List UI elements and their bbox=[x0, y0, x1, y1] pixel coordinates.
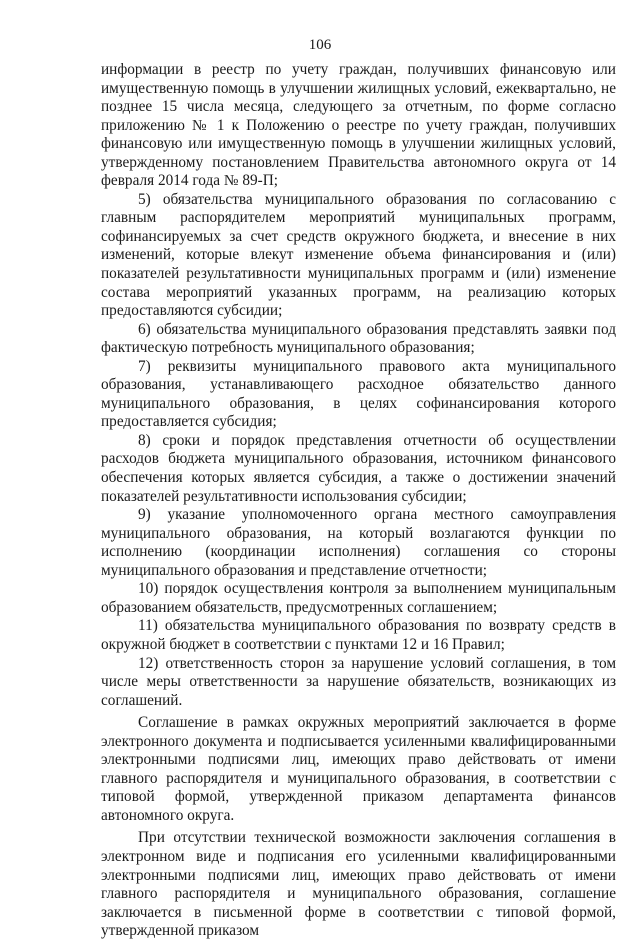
paragraph-continuation: информации в реестр по учету граждан, получивших финансовую или имущественную помощь в улучшении жилищных условий, ежеквартально, не позднее 15 числа месяца, следующего за отчетным, по форме согласно приложению № 1 к Положению о реестре по учету граждан, получивших финансовую или имущественную помощь в улучшении жилищных условий, утвержденному постановлением Правительства автономного округа от 14 февраля 2014 года № 89-П; bbox=[101, 61, 616, 190]
paragraph-written-agreement: При отсутствии технической возможности заключения соглашения в электронном виде и подписания его усиленными квалифицированными электронными подписями лиц, имеющих право действовать от имени главного распорядителя и муниципального образования, соглашение заключается в письменной форме в соответствии с типовой формой, утвержденной приказом bbox=[101, 829, 616, 940]
paragraph-item-8: 8) сроки и порядок представления отчетности об осуществлении расходов бюджета муниципального образования, источником финансового обеспечения которых является субсидия, а также о достижении значений показателей результативности использования субсидии; bbox=[101, 431, 616, 505]
page-number: 106 bbox=[308, 37, 332, 53]
paragraph-item-6: 6) обязательства муниципального образования представлять заявки под фактическую потребность муниципального образования; bbox=[101, 320, 616, 357]
paragraph-item-5: 5) обязательства муниципального образования по согласованию с главным распорядителем мероприятий муниципальных программ, софинансируемых за счет средств окружного бюджета, и внесение в них изменений, которые влекут изменение объема финансирования и (или) показателей результативности муниципальных программ и (или) изменение состава мероприятий указанных программ, на реализацию которых предоставляются субсидии; bbox=[101, 190, 616, 320]
paragraph-item-7: 7) реквизиты муниципального правового акта муниципального образования, устанавливающего расходное обязательство данного муниципального образования, в целях софинансирования которого предоставляется субсидия; bbox=[101, 357, 616, 431]
document-body bbox=[101, 61, 616, 941]
paragraph-item-12: 12) ответственность сторон за нарушение условий соглашения, в том числе меры ответственности за нарушение обязательств, возникающих из соглашений. bbox=[101, 654, 616, 709]
paragraph-item-9: 9) указание уполномоченного органа местного самоуправления муниципального образования, на который возлагаются функции по исполнению (координации исполнения) соглашения со стороны муниципального образования и представление отчетности; bbox=[101, 506, 616, 579]
paragraph-item-11: 11) обязательства муниципального образования по возврату средств в окружной бюджет в соответствии с пунктами 12 и 16 Правил; bbox=[101, 617, 616, 653]
paragraph-item-10: 10) порядок осуществления контроля за выполнением муниципальным образованием обязательств, предусмотренных соглашением; bbox=[101, 580, 616, 616]
paragraph-electronic-agreement: Соглашение в рамках окружных мероприятий заключается в форме электронного документа и подписывается усиленными квалифицированными электронными подписями лиц, имеющих право действовать от имени главного распорядителя и муниципального образования, в соответствии с типовой формой, утвержденной приказом департамента финансов автономного округа. bbox=[101, 714, 616, 824]
